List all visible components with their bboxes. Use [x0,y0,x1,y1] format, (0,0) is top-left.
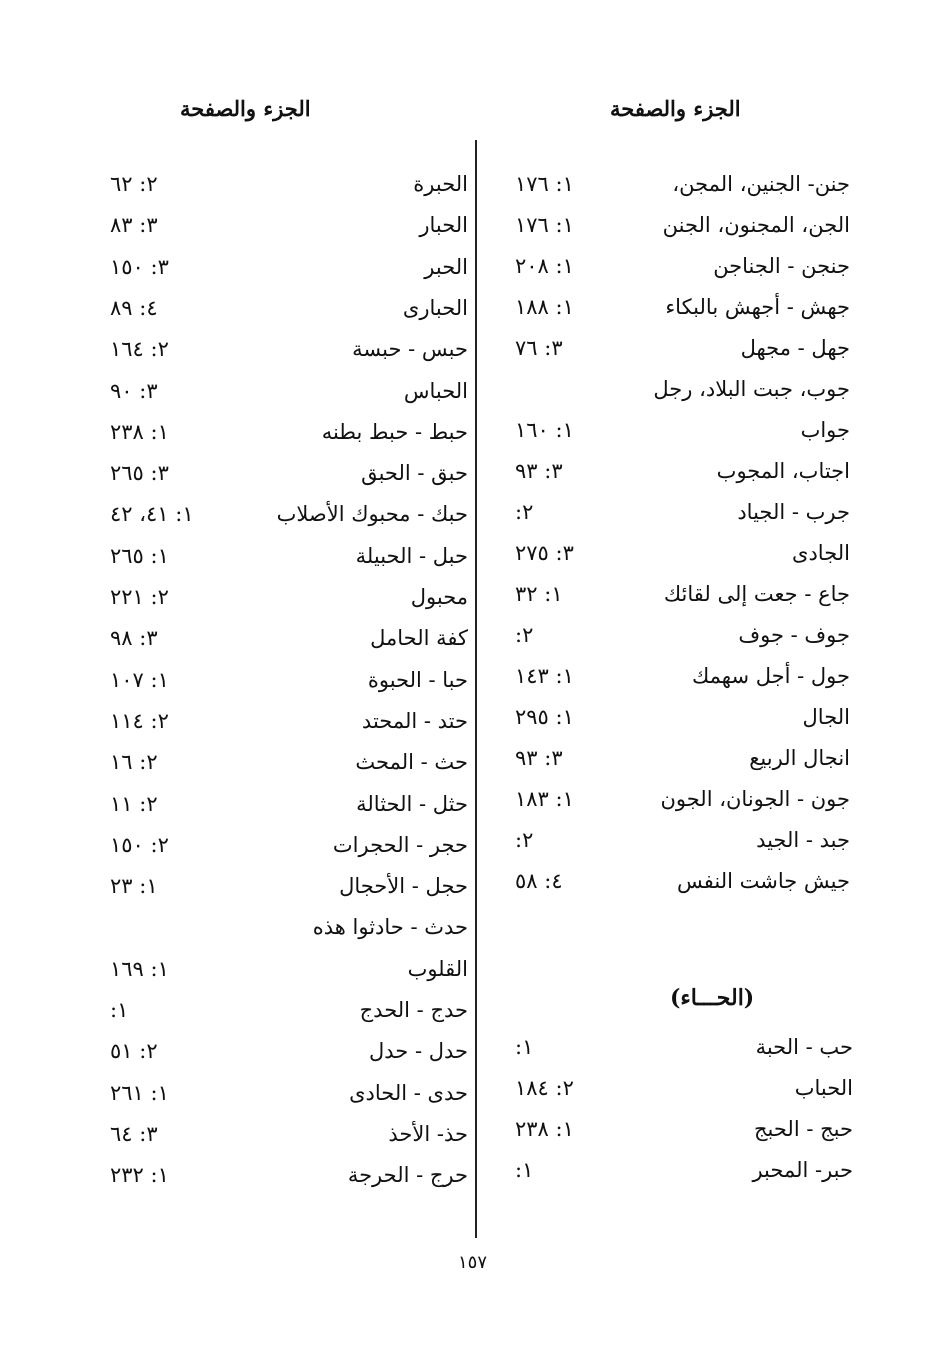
entry-term: الجن، المجنون، الجنن [662,213,850,237]
entry-term: حتد - المحتد [361,708,468,733]
entry-reference: ٢: [515,828,534,852]
index-entry [108,288,468,328]
entry-term: الجال [802,705,850,729]
entry-term: القلوب [407,956,468,981]
entry-term: حبر- المحبر [752,1158,853,1182]
entry-term: حث - المحث [355,750,468,775]
index-entry [108,825,468,865]
index-entry [505,1068,853,1108]
entry-reference: ١: ١٨٣ [515,787,574,811]
index-entry [108,907,468,947]
index-entry [108,990,468,1030]
index-entry [505,246,850,286]
index-entry [505,369,850,409]
entry-reference: ٣: ٢٦٥ [110,461,169,486]
index-entry [108,371,468,411]
entry-reference: ١: ١٠٧ [110,667,169,692]
entry-term: حبل - الحبيلة [355,543,468,568]
right-column-header: الجزء والصفحة [610,96,741,121]
entry-term: جول - أجل سهمك [691,664,850,688]
entry-term: حب - الحبة [755,1035,853,1059]
entry-term: جواب [800,418,850,442]
entry-term: حبا - الحبوة [367,667,468,692]
index-entry [505,410,850,450]
entry-term: حبك - محبوك الأصلاب [276,502,468,527]
entry-term: حبج - الحبج [753,1117,853,1141]
entry-term: اجتاب، المجوب [716,459,850,483]
index-entry [108,536,468,576]
entry-reference: ١: ٢٠٨ [515,254,574,278]
entry-term: الجادى [792,541,850,565]
index-entry [505,164,850,204]
entry-term: حذ- الأحذ [388,1121,468,1146]
entry-term: حدث - حادثوا هذه [312,915,468,940]
entry-reference: ١: ١٦٩ [110,956,169,981]
entry-term: جون - الجونان، الجون [660,787,850,811]
entry-reference: ٢: [515,623,534,647]
index-entry [505,205,850,245]
index-entry [108,784,468,824]
entry-reference: ١: [515,1158,534,1182]
entry-term: جنجن - الجناجن [713,254,850,278]
entry-term: الحباس [403,378,468,403]
index-entry [505,656,850,696]
index-entry [505,492,850,532]
entry-term: حجل - الأحجال [339,874,468,899]
index-entry [108,701,468,741]
entry-term: حدج - الحدج [359,998,468,1022]
entry-reference: ٣: ٦٤ [110,1121,158,1146]
entry-reference: ١: ٢٣٨ [110,419,169,444]
index-entry [108,618,468,658]
entry-term: حثل - الحثالة [356,791,468,816]
index-entry [505,779,850,819]
entry-term: جوف - جوف [738,623,850,647]
entry-term: جنن- الجنين، المجن، [672,172,850,196]
index-entry [505,697,850,737]
entry-reference: ١: ٢٣٨ [515,1117,574,1141]
entry-term: جاع - جعت إلى لقائك [663,582,850,606]
index-entry [108,1031,468,1071]
entry-reference: ٣: ٩٣ [515,459,563,483]
entry-term: الحبار [419,213,468,238]
entry-reference: ٣: ٨٣ [110,213,158,238]
index-entry [505,820,850,860]
entry-reference: ١: [110,998,129,1022]
entry-reference: ١: ٢٩٥ [515,705,574,729]
index-entry [108,577,468,617]
entry-term: حبس - حبسة [352,337,468,362]
index-entry [505,328,850,368]
index-entry [108,949,468,989]
entry-reference: ١: ١٦٠ [515,418,574,442]
entry-term: حجر - الحجرات [332,832,468,857]
entry-reference: ٢: ١١٤ [110,708,169,733]
entry-reference: ٢: ١٥٠ [110,832,169,857]
entry-term: جبد - الجيد [756,828,850,852]
index-entry [108,205,468,245]
entry-term: جرب - الجياد [737,500,850,524]
entry-reference: ٣: ٩٠ [110,378,158,403]
index-entry [108,1073,468,1113]
column-divider [475,140,477,1238]
entry-reference: ٢: [515,500,534,524]
entry-reference: ٣: ٩٨ [110,626,158,651]
entry-reference: ٢: ١١ [110,791,158,816]
index-entry [108,660,468,700]
index-entry [108,329,468,369]
index-entry [505,451,850,491]
entry-term: حرج - الحرجة [347,1163,468,1188]
entry-term: حبق - الحبق [361,461,468,486]
index-entry [505,1109,853,1149]
index-entry [108,164,468,204]
section-heading-ha: (الحـــاء) [670,985,755,1011]
index-entry [505,574,850,614]
entry-reference: ١: ٤١، ٤٢ [110,502,194,527]
index-entry [108,1114,468,1154]
index-entry [505,287,850,327]
entry-term: كفة الحامل [370,626,468,651]
entry-term: الحبارى [402,295,468,320]
entry-reference: ٢: ٢٢١ [110,585,169,609]
left-column-header: الجزء والصفحة [180,96,311,121]
entry-term: حدى - الحادى [349,1080,468,1105]
entry-reference: ١: ١٤٣ [515,664,574,688]
index-entry [108,494,468,534]
entry-reference: ٢: ١٨٤ [515,1076,574,1100]
entry-reference: ٢: ٦٢ [110,172,158,196]
index-entry [108,247,468,287]
entry-term: جيش جاشت النفس [676,869,850,893]
entry-term: جوب، جبت البلاد، رجل [653,377,850,401]
entry-reference: ٤: ٥٨ [515,869,563,893]
page-number: ١٥٧ [458,1252,488,1273]
entry-term: الحباب [794,1076,853,1100]
entry-reference: ٢: ٥١ [110,1039,158,1064]
entry-reference: ٢: ١٦٤ [110,337,169,362]
entry-reference: ١: ٢٣٢ [110,1163,169,1188]
entry-reference: ١: ٣٢ [515,582,563,606]
entry-reference: ١: ١٨٨ [515,295,574,319]
entry-term: حدل - حدل [369,1039,468,1064]
entry-reference: ٣: ٩٣ [515,746,563,770]
index-entry [505,1150,853,1190]
index-entry [108,1155,468,1195]
index-entry [505,738,850,778]
index-entry [505,533,850,573]
entry-term: الحبرة [413,172,468,196]
index-entry [505,1027,853,1067]
index-entry [108,742,468,782]
entry-reference: ٣: ٧٦ [515,336,563,360]
index-entry [505,861,850,901]
entry-reference: ١: ٢٦١ [110,1080,169,1105]
index-entry [108,866,468,906]
entry-term: محبول [410,585,468,609]
entry-term: جهش - أجهش بالبكاء [665,295,850,319]
index-entry [108,412,468,452]
entry-term: الحبر [424,254,468,279]
entry-reference: ١: ١٧٦ [515,172,574,196]
entry-term: انجال الربيع [749,746,850,770]
entry-reference: ٣: ٢٧٥ [515,541,574,565]
entry-term: حبط - حبط بطنه [321,419,468,444]
entry-reference: ١: ٢٦٥ [110,543,169,568]
entry-reference: ٤: ٨٩ [110,295,158,320]
index-entry [505,615,850,655]
entry-reference: ٣: ١٥٠ [110,254,169,279]
entry-term: جهل - مجهل [740,336,850,360]
entry-reference: ٢: ١٦ [110,750,158,775]
index-entry [108,453,468,493]
entry-reference: ١: ١٧٦ [515,213,574,237]
entry-reference: ١: ٢٣ [110,874,158,899]
entry-reference: ١: [515,1035,534,1059]
